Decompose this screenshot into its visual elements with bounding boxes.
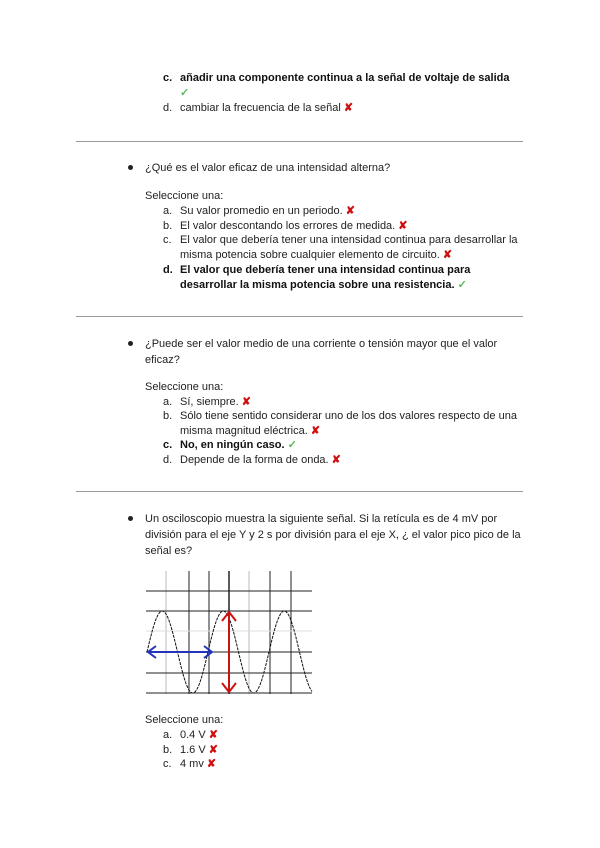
option-text: cambiar la frecuencia de la señal [180, 102, 341, 114]
option-a[interactable] [163, 204, 523, 219]
check-icon: ✓ [457, 279, 467, 291]
option-d[interactable] [163, 101, 523, 116]
option-letter: d. [163, 102, 173, 114]
option-letter: b. [163, 744, 173, 756]
question-text: ¿Puede ser el valor medio de una corriente o tensión mayor que el valor eficaz? [145, 338, 498, 366]
option-b[interactable] [163, 409, 523, 439]
option-text: 0.4 V [180, 729, 206, 741]
option-letter: c. [163, 439, 173, 451]
question-text: ¿Qué es el valor eficaz de una intensidad alterna? [145, 162, 391, 174]
option-b[interactable] [163, 743, 523, 758]
horizontal-arrow [148, 646, 212, 658]
cross-icon: ✘ [208, 729, 218, 741]
option-text: Sólo tiene sentido considerar uno de los dos valores respecto de una misma magnitud eléctrica. [180, 410, 517, 437]
cross-icon: ✘ [241, 396, 251, 408]
cross-icon: ✘ [398, 220, 408, 232]
option-letter: a. [163, 205, 173, 217]
option-letter: c. [163, 72, 173, 84]
option-text: Depende de la forma de onda. [180, 454, 329, 466]
cross-icon: ✘ [442, 249, 453, 261]
option-text: añadir una componente continua a la señal de voltaje de salida [180, 72, 510, 84]
cross-icon: ✘ [331, 454, 341, 466]
check-icon: ✓ [287, 439, 297, 451]
option-text: El valor descontando los errores de medida. [180, 220, 396, 232]
option-a[interactable] [163, 728, 523, 743]
check-icon: ✓ [180, 87, 190, 99]
option-b[interactable] [163, 219, 523, 234]
bullet-icon [128, 165, 133, 170]
divider [76, 141, 523, 142]
divider [76, 316, 523, 317]
select-label: Seleccione una: [145, 381, 224, 393]
divider [76, 491, 523, 492]
select-label: Seleccione una: [145, 714, 224, 726]
option-letter: b. [163, 410, 173, 422]
option-letter: c. [163, 234, 172, 246]
option-letter: a. [163, 729, 173, 741]
option-text: No, en ningún caso. [180, 439, 285, 451]
option-letter: a. [163, 396, 173, 408]
option-text: El valor que debería tener una intensidad continua para desarrollar la misma potencia sobre cualquier elemento de circuito. [180, 234, 518, 261]
question-text: Un osciloscopio muestra la siguiente señal. Si la retícula es de 4 mV por división para el eje Y y 2 s por división para el eje X, ¿ el valor pico pico de la señal es? [145, 513, 521, 557]
cross-icon: ✘ [208, 744, 218, 756]
option-text: 1.6 V [180, 744, 206, 756]
option-d[interactable] [163, 263, 493, 293]
option-letter: d. [163, 454, 173, 466]
option-letter: d. [163, 264, 173, 276]
option-text: El valor que debería tener una intensidad continua para desarrollar la misma potencia sobre una resistencia. [180, 264, 471, 291]
cross-icon: ✘ [345, 205, 355, 217]
cross-icon: ✘ [343, 102, 354, 114]
option-c[interactable] [163, 71, 523, 101]
oscilloscope-image [146, 571, 313, 695]
option-text: Su valor promedio en un periodo. [180, 205, 343, 217]
option-c[interactable] [163, 233, 523, 263]
option-text: Sí, siempre. [180, 396, 239, 408]
option-c[interactable] [163, 757, 523, 772]
option-a[interactable] [163, 395, 523, 410]
select-label: Seleccione una: [145, 190, 224, 202]
option-d[interactable] [163, 453, 523, 468]
bullet-icon [128, 341, 133, 346]
option-text: 4 mv [180, 758, 204, 770]
option-c[interactable] [163, 438, 523, 453]
option-letter: c. [163, 758, 172, 770]
cross-icon: ✘ [206, 758, 217, 770]
option-letter: b. [163, 220, 173, 232]
cross-icon: ✘ [310, 425, 321, 437]
bullet-icon [128, 516, 133, 521]
